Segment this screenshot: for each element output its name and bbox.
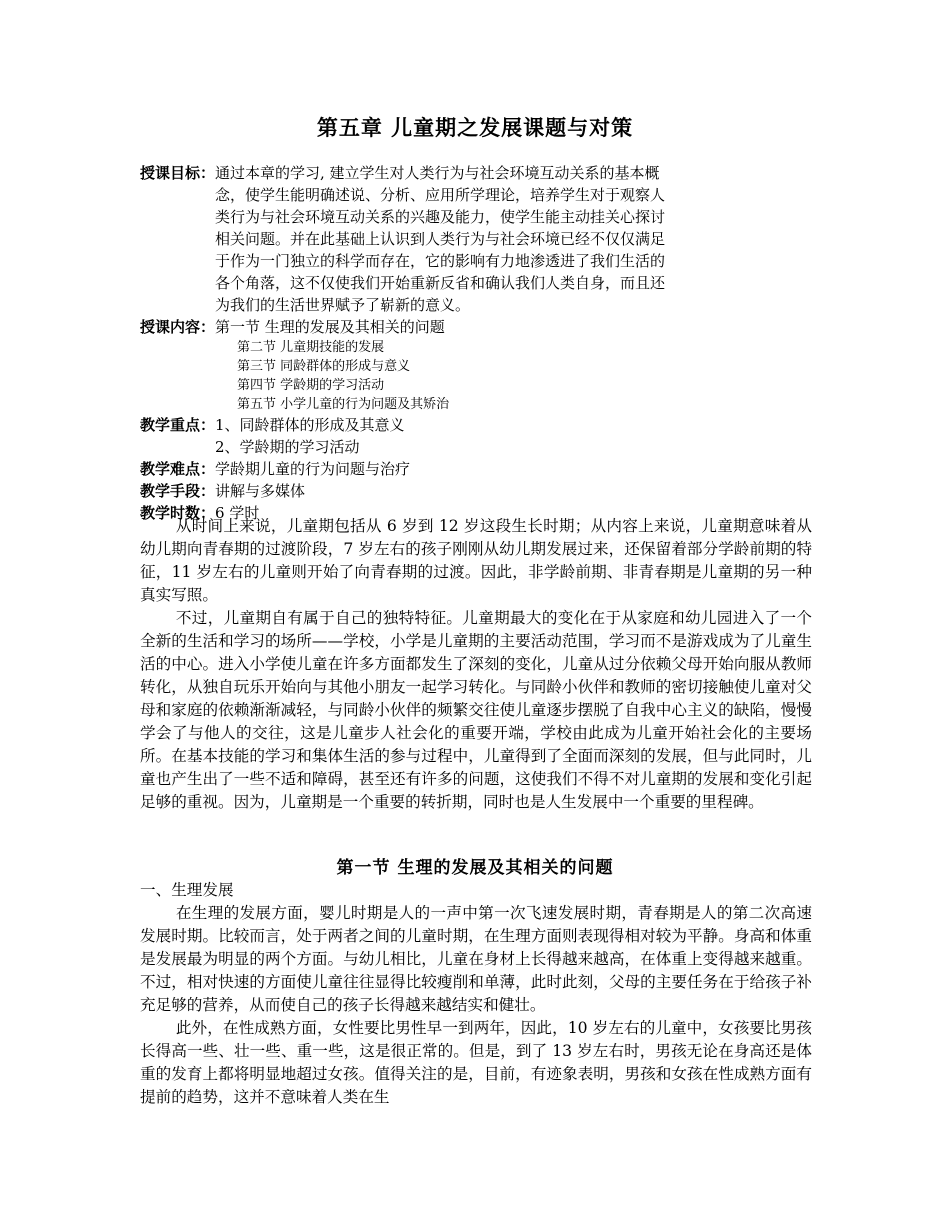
sub-heading: 一、生理发展 — [140, 881, 234, 899]
content-item: 第五节 小学儿童的行为问题及其矫治 — [237, 397, 450, 412]
section-body — [140, 902, 812, 1109]
means-label: 教学手段： — [140, 482, 216, 500]
means-text: 讲解与多媒体 — [215, 482, 306, 500]
content-item: 第一节 生理的发展及其相关的问题 — [215, 318, 445, 336]
key-label: 教学重点： — [140, 416, 216, 434]
content-label: 授课内容： — [140, 318, 216, 336]
hours-label: 教学时数： — [140, 504, 216, 522]
difficulty-text: 学龄期儿童的行为问题与治疗 — [215, 460, 411, 478]
course-meta — [140, 162, 820, 524]
goal-text: 通过本章的学习, 建立学生对人类行为与社会环境互动关系的基本概 念，使学生能明确述说、分析、应用所学理论，培养学生对于观察人 类行为与社会环境互动关系的兴趣及能力，使学生能主动挂关心探讨 相关问题。并在此基础上认识到人类行为与社会环境已经不仅仅满足 于作为一门独立的科学而存在，它的影响有力地渗透进了我们生活的 各个角落，这不仅使我们开始重新反省和确认我们人类自身，而且还 为我们的生活世界赋予了崭新的意义。 — [215, 164, 666, 314]
section-title: 第一节 生理的发展及其相关的问题 — [336, 858, 614, 878]
hours-text: 6 学时 — [215, 504, 260, 522]
means-row — [140, 480, 820, 502]
section-paragraph: 此外，在性成熟方面，女性要比男性早一到两年，因此，10 岁左右的儿童中，女孩要比男孩长得高一些、壮一些、重一些，这是很正常的。但是，到了 13 岁左右时，男孩无论在身高还是体重的发育上都将明显地超过女孩。值得关注的是，目前，有迹象表明，男孩和女孩在性成熟方面有提前的趋势，这并不意味着人类在生 — [140, 1019, 812, 1106]
goal-label: 授课目标： — [140, 164, 216, 182]
content-item: 第四节 学龄期的学习活动 — [237, 378, 385, 393]
goal-row — [140, 162, 820, 316]
intro-text — [140, 515, 812, 814]
key-item: 1、同龄群体的形成及其意义 — [215, 416, 405, 434]
content-row — [140, 316, 820, 338]
content-item: 第三节 同龄群体的形成与意义 — [237, 359, 411, 374]
chapter-title: 第五章 儿童期之发展课题与对策 — [316, 116, 634, 140]
section-paragraph: 在生理的发展方面，婴儿时期是人的一声中第一次飞速发展时期，青春期是人的第二次高速发展时期。比较而言，处于两者之间的儿童时期，在生理方面则表现得相对较为平静。身高和体重是发展最为明显的两个方面。与幼儿相比，儿童在身材上长得越来越高，在体重上变得越来越重。不过，相对快速的方面使儿童往往显得比较瘦削和单薄，此时此刻，父母的主要任务在于给孩子补充足够的营养，从而使自己的孩子长得越来越结实和健壮。 — [140, 904, 812, 1014]
intro-paragraph: 从时间上来说，儿童期包括从 6 岁到 12 岁这段生长时期；从内容上来说，儿童期意味着从幼儿期向青春期的过渡阶段，7 岁左右的孩子刚刚从幼儿期发展过来，还保留着部分学龄前期的特征，11 岁左右的儿童则开始了向青春期的过渡。因此，非学龄前期、非青春期是儿童期的另一种真实写照。 — [140, 517, 812, 604]
difficulty-label: 教学难点： — [140, 460, 216, 478]
key-item: 2、学龄期的学习活动 — [215, 438, 360, 456]
content-list — [237, 338, 820, 414]
intro-paragraph: 不过，儿童期自有属于自己的独特特征。儿童期最大的变化在于从家庭和幼儿园进入了一个全新的生活和学习的场所——学校，小学是儿童期的主要活动范围，学习而不是游戏成为了儿童生活的中心。进入小学使儿童在许多方面都发生了深刻的变化，儿童从过分依赖父母开始向服从教师转化，从独自玩乐开始向与其他小朋友一起学习转化。与同龄小伙伴和教师的密切接触使儿童对父母和家庭的依赖渐渐减轻，与同龄小伙伴的频繁交往使儿童逐步摆脱了自我中心主义的缺陷，慢慢学会了与他人的交往，这是儿童步人社会化的重要开端，学校由此成为儿童开始社会化的主要场所。在基本技能的学习和集体生活的参与过程中，儿童得到了全面而深刻的发展，但与此同时，儿童也产生出了一些不适和障碍，甚至还有许多的问题，这使我们不得不对儿童期的发展和变化引起足够的重视。因为，儿童期是一个重要的转折期，同时也是人生发展中一个重要的里程碑。 — [140, 609, 812, 811]
key-row-2 — [140, 436, 820, 458]
key-row — [140, 414, 820, 436]
content-item: 第二节 儿童期技能的发展 — [237, 340, 385, 355]
difficulty-row — [140, 458, 820, 480]
